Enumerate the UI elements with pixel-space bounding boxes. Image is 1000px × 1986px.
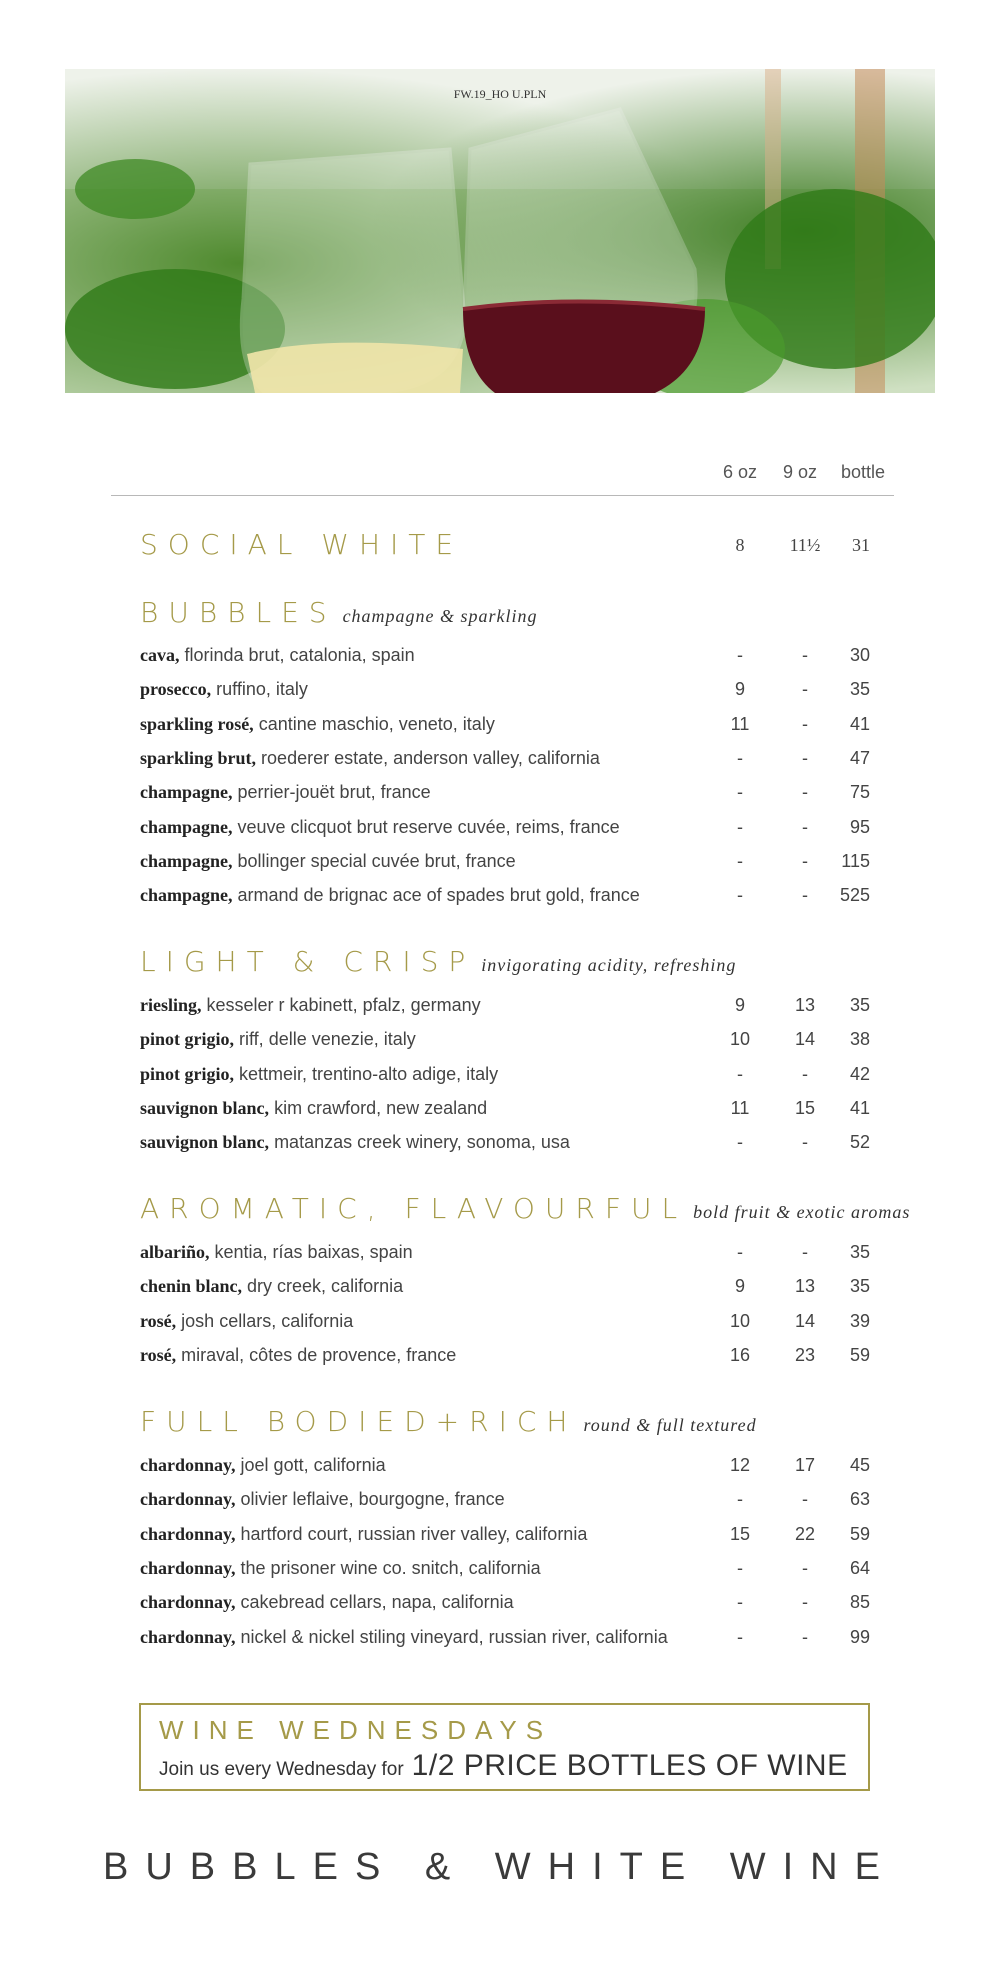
wine-varietal: champagne,	[140, 851, 233, 871]
price-6oz: 15	[729, 1524, 751, 1544]
wine-producer: the prisoner wine co. snitch, california	[235, 1558, 541, 1578]
wine-name	[140, 1064, 498, 1085]
wine-varietal: chardonnay,	[140, 1524, 236, 1544]
price-bottle: 75	[849, 782, 870, 802]
wine-row	[140, 1242, 870, 1272]
section-name: FULL BODIED+RICH	[140, 1405, 578, 1438]
wine-varietal: prosecco,	[140, 679, 212, 699]
wine-row	[140, 851, 870, 881]
promo-lead: Join us every Wednesday for	[159, 1759, 404, 1780]
price-9oz: -	[802, 714, 808, 734]
wine-varietal: rosé,	[140, 1345, 177, 1365]
promo-title: WINE WEDNESDAYS	[159, 1715, 553, 1745]
wine-name	[140, 1311, 353, 1332]
wine-name	[140, 1276, 403, 1297]
price-9oz: 14	[794, 1029, 816, 1049]
wine-producer: cantine maschio, veneto, italy	[253, 714, 495, 734]
price-9oz: -	[802, 782, 808, 802]
wine-name	[140, 995, 481, 1016]
price-6oz: -	[737, 851, 743, 871]
price-6oz: -	[737, 1064, 743, 1084]
wine-producer: cakebread cellars, napa, california	[235, 1592, 514, 1612]
price-bottle: 45	[849, 1455, 870, 1475]
price-bottle: 95	[849, 817, 870, 837]
wine-varietal: chardonnay,	[140, 1627, 236, 1647]
section-title	[140, 596, 538, 629]
wine-name	[140, 645, 415, 666]
wine-row	[140, 1132, 870, 1162]
wine-name	[140, 1489, 505, 1510]
social-9oz: 11½	[789, 535, 821, 555]
col-9oz: 9 oz	[782, 462, 818, 482]
price-6oz: 12	[729, 1455, 751, 1475]
wine-varietal: chardonnay,	[140, 1489, 236, 1509]
wine-producer: kim crawford, new zealand	[269, 1098, 488, 1118]
price-6oz: -	[737, 748, 743, 768]
wine-varietal: chenin blanc,	[140, 1276, 243, 1296]
price-bottle: 35	[849, 995, 870, 1015]
section-title	[140, 1192, 910, 1225]
section-subtitle: champagne & sparkling	[342, 606, 538, 626]
wine-name	[140, 1558, 541, 1579]
header-rule	[111, 495, 894, 496]
price-9oz: -	[802, 817, 808, 837]
price-6oz: -	[737, 1242, 743, 1262]
price-6oz: -	[737, 1132, 743, 1152]
wine-row	[140, 714, 870, 744]
section-subtitle: bold fruit & exotic aromas	[693, 1202, 911, 1222]
wine-name	[140, 714, 495, 735]
price-9oz: -	[802, 748, 808, 768]
social-white-title: SOCIAL WHITE	[140, 528, 464, 561]
price-bottle: 41	[849, 1098, 870, 1118]
price-9oz: 23	[794, 1345, 816, 1365]
price-6oz: 16	[729, 1345, 751, 1365]
wine-name	[140, 1098, 487, 1119]
price-6oz: 9	[734, 679, 745, 699]
price-bottle: 41	[849, 714, 870, 734]
wine-producer: perrier-jouët brut, france	[232, 782, 431, 802]
wine-producer: miraval, côtes de provence, france	[176, 1345, 457, 1365]
wine-varietal: chardonnay,	[140, 1455, 236, 1475]
price-bottle: 525	[839, 885, 870, 905]
wine-producer: kesseler r kabinett, pfalz, germany	[201, 995, 481, 1015]
wine-varietal: sauvignon blanc,	[140, 1098, 270, 1118]
wine-name	[140, 1524, 587, 1545]
wine-varietal: chardonnay,	[140, 1558, 236, 1578]
page-footer-title: BUBBLES & WHITE WINE	[103, 1846, 897, 1888]
wine-name	[140, 1345, 456, 1366]
col-6oz: 6 oz	[722, 462, 758, 482]
wine-producer: veuve clicquot brut reserve cuvée, reims, france	[232, 817, 620, 837]
price-bottle: 35	[849, 1276, 870, 1296]
wine-producer: olivier leflaive, bourgogne, france	[235, 1489, 505, 1509]
price-9oz: 14	[794, 1311, 816, 1331]
wine-row	[140, 1098, 870, 1128]
wine-producer: nickel & nickel stiling vineyard, russian river, california	[235, 1627, 668, 1647]
price-9oz: -	[802, 1489, 808, 1509]
promo-line	[159, 1749, 848, 1783]
price-6oz: 9	[734, 995, 745, 1015]
wine-row	[140, 645, 870, 675]
price-6oz: -	[737, 645, 743, 665]
price-9oz: 22	[794, 1524, 816, 1544]
wine-row	[140, 1029, 870, 1059]
wine-producer: riff, delle venezie, italy	[234, 1029, 416, 1049]
section-subtitle: round & full textured	[583, 1415, 757, 1435]
price-9oz: -	[802, 885, 808, 905]
wine-producer: roederer estate, anderson valley, california	[256, 748, 600, 768]
price-bottle: 38	[849, 1029, 870, 1049]
price-9oz: -	[802, 1627, 808, 1647]
wine-row	[140, 782, 870, 812]
wine-varietal: pinot grigio,	[140, 1029, 235, 1049]
price-6oz: 10	[729, 1311, 751, 1331]
wine-varietal: sauvignon blanc,	[140, 1132, 270, 1152]
wine-name	[140, 782, 431, 803]
price-6oz: 11	[730, 714, 750, 734]
wine-producer: armand de brignac ace of spades brut gold, france	[232, 885, 640, 905]
wine-row	[140, 995, 870, 1025]
wine-producer: matanzas creek winery, sonoma, usa	[269, 1132, 570, 1152]
price-9oz: -	[802, 1592, 808, 1612]
wine-name	[140, 748, 600, 769]
wine-glasses-photo	[65, 69, 935, 393]
wine-producer: florinda brut, catalonia, spain	[179, 645, 415, 665]
price-bottle: 35	[849, 1242, 870, 1262]
price-6oz: 9	[734, 1276, 745, 1296]
wine-varietal: riesling,	[140, 995, 202, 1015]
wine-producer: joel gott, california	[235, 1455, 386, 1475]
wine-name	[140, 1029, 416, 1050]
section-name: LIGHT & CRISP	[140, 945, 476, 978]
price-9oz: -	[802, 1558, 808, 1578]
wine-wednesdays-box	[139, 1703, 870, 1791]
social-white-prices	[140, 535, 870, 565]
price-bottle: 52	[849, 1132, 870, 1152]
price-bottle: 64	[849, 1558, 870, 1578]
wine-row	[140, 748, 870, 778]
price-9oz: 15	[794, 1098, 816, 1118]
wine-name	[140, 1132, 570, 1153]
wine-row	[140, 1276, 870, 1306]
wine-row	[140, 679, 870, 709]
wine-varietal: rosé,	[140, 1311, 177, 1331]
wine-row	[140, 1524, 870, 1554]
price-bottle: 39	[849, 1311, 870, 1331]
wine-row	[140, 1558, 870, 1588]
wine-producer: kettmeir, trentino-alto adige, italy	[234, 1064, 499, 1084]
wine-row	[140, 1345, 870, 1375]
wine-row	[140, 1592, 870, 1622]
price-6oz: -	[737, 1558, 743, 1578]
hero-image	[65, 69, 935, 393]
wine-producer: ruffino, italy	[211, 679, 308, 699]
price-6oz: -	[737, 782, 743, 802]
wine-row	[140, 1489, 870, 1519]
promo-highlight: 1/2 PRICE BOTTLES OF WINE	[411, 1749, 848, 1782]
wine-producer: hartford court, russian river valley, california	[235, 1524, 588, 1544]
wine-producer: josh cellars, california	[176, 1311, 354, 1331]
wine-varietal: sparkling brut,	[140, 748, 257, 768]
wine-row	[140, 885, 870, 915]
price-6oz: 10	[729, 1029, 751, 1049]
price-bottle: 99	[849, 1627, 870, 1647]
wine-row	[140, 817, 870, 847]
section-title	[140, 1405, 757, 1438]
price-bottle: 35	[849, 679, 870, 699]
price-6oz: -	[737, 1489, 743, 1509]
price-9oz: -	[802, 645, 808, 665]
wine-name	[140, 817, 620, 838]
price-bottle: 85	[849, 1592, 870, 1612]
wine-name	[140, 851, 516, 872]
wine-varietal: pinot grigio,	[140, 1064, 235, 1084]
wine-name	[140, 885, 640, 906]
section-subtitle: invigorating acidity, refreshing	[481, 955, 737, 975]
price-bottle: 47	[849, 748, 870, 768]
price-9oz: 17	[794, 1455, 816, 1475]
wine-row	[140, 1627, 870, 1657]
price-bottle: 115	[841, 851, 870, 871]
price-9oz: -	[802, 679, 808, 699]
wine-name	[140, 1242, 413, 1263]
wine-varietal: albariño,	[140, 1242, 210, 1262]
wine-row	[140, 1455, 870, 1485]
price-9oz: -	[802, 1064, 808, 1084]
price-9oz: -	[802, 851, 808, 871]
price-6oz: -	[737, 817, 743, 837]
price-bottle: 30	[849, 645, 870, 665]
wine-producer: dry creek, california	[242, 1276, 404, 1296]
price-6oz: -	[737, 885, 743, 905]
wine-row	[140, 1064, 870, 1094]
wine-varietal: cava,	[140, 645, 180, 665]
section-name: AROMATIC, FLAVOURFUL	[140, 1192, 688, 1225]
social-6oz: 8	[735, 535, 745, 555]
social-bottle: 31	[852, 535, 870, 555]
price-bottle: 59	[849, 1345, 870, 1365]
price-bottle: 63	[849, 1489, 870, 1509]
wine-row	[140, 1311, 870, 1341]
wine-varietal: sparkling rosé,	[140, 714, 254, 734]
wine-name	[140, 1455, 386, 1476]
wine-varietal: chardonnay,	[140, 1592, 236, 1612]
price-9oz: 13	[794, 1276, 816, 1296]
price-9oz: 13	[794, 995, 816, 1015]
wine-varietal: champagne,	[140, 782, 233, 802]
wine-varietal: champagne,	[140, 817, 233, 837]
hero-code: FW.19_HO U.PLN	[453, 87, 547, 101]
wine-name	[140, 1592, 514, 1613]
price-bottle: 59	[849, 1524, 870, 1544]
wine-producer: bollinger special cuvée brut, france	[232, 851, 516, 871]
wine-varietal: champagne,	[140, 885, 233, 905]
price-6oz: -	[737, 1592, 743, 1612]
wine-producer: kentia, rías baixas, spain	[209, 1242, 413, 1262]
col-bottle: bottle	[840, 462, 886, 482]
wine-name	[140, 1627, 668, 1648]
section-name: BUBBLES	[140, 596, 337, 629]
wine-name	[140, 679, 308, 700]
section-title	[140, 945, 736, 978]
price-6oz: -	[737, 1627, 743, 1647]
price-9oz: -	[802, 1242, 808, 1262]
price-9oz: -	[802, 1132, 808, 1152]
price-6oz: 11	[730, 1098, 750, 1118]
price-bottle: 42	[849, 1064, 870, 1084]
